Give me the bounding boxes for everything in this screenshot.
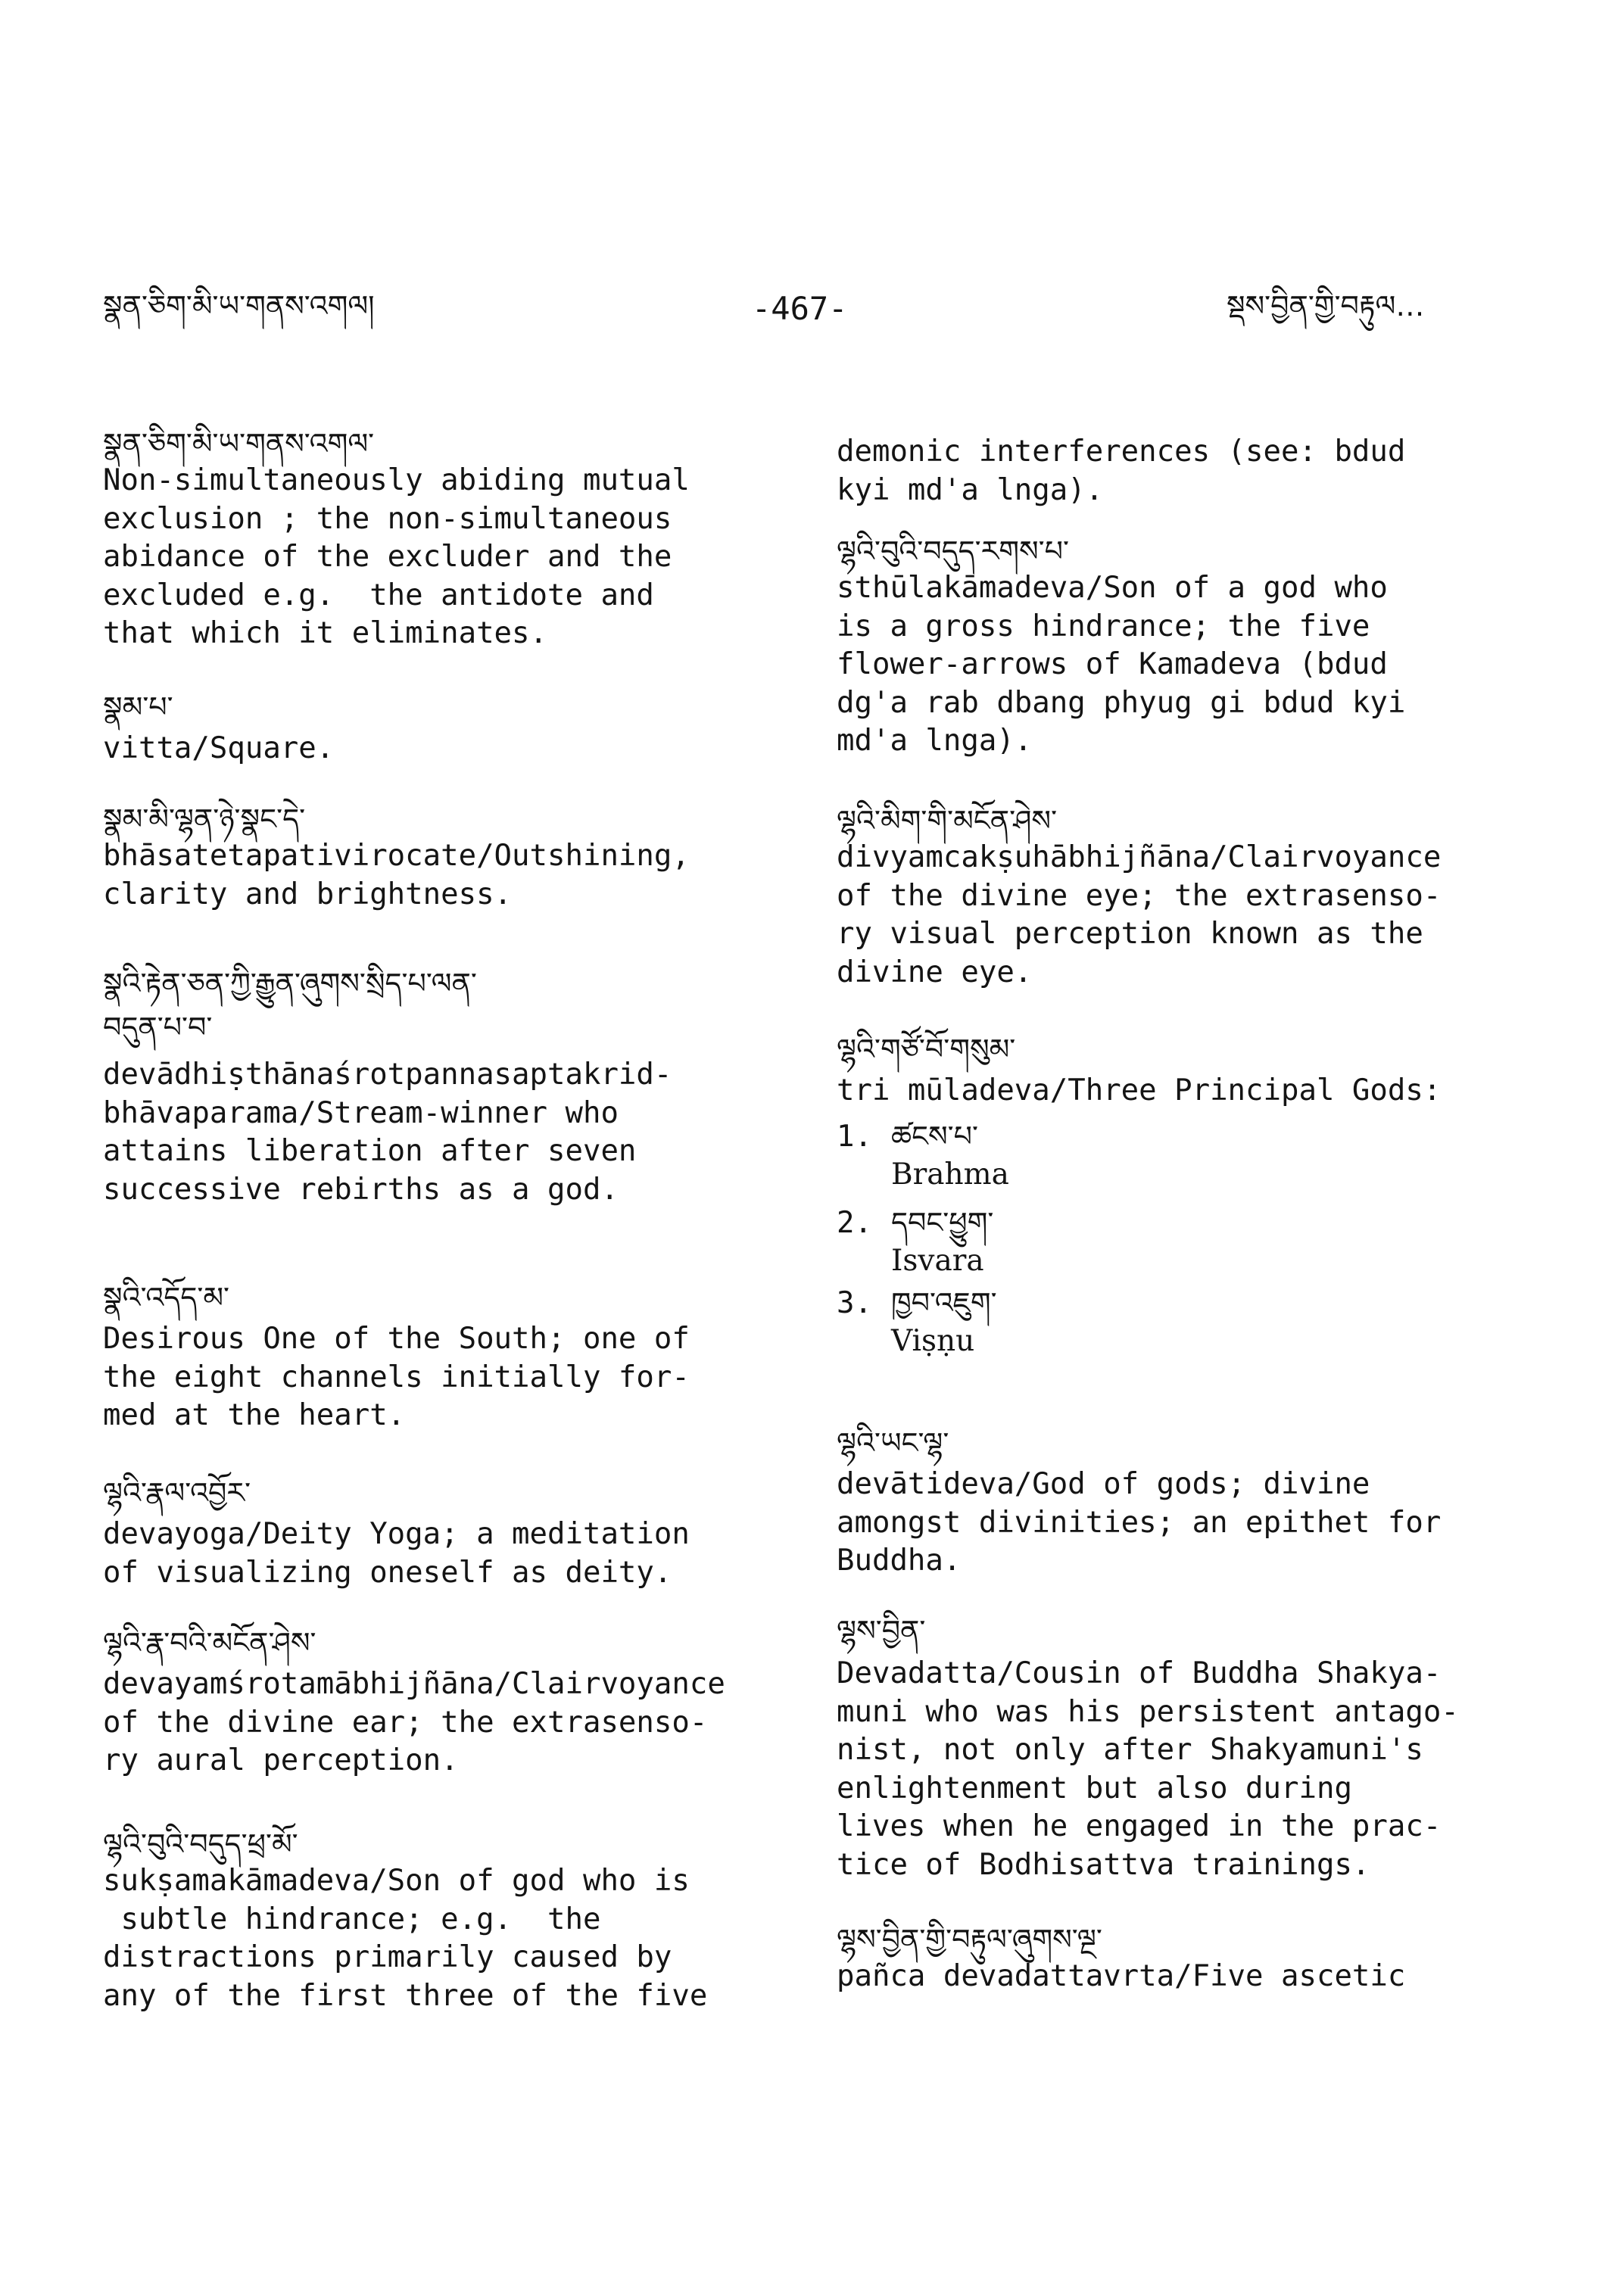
definition-line: bhāsatetapativirocate/Outshining,	[103, 839, 690, 873]
list-item-tibetan: ཁྱབ་འཇུག་	[891, 1285, 997, 1319]
entry-headword: སྣན་ཅིག་མི་ཡ་གནས་འགལ་	[103, 427, 375, 460]
header-right-title: སྡས་བྱིན་གྱི་བརྟུལ…	[1227, 289, 1425, 322]
definition-line: of the divine eye; the extrasenso-	[837, 878, 1442, 913]
list-item-number: 1.	[837, 1119, 872, 1154]
page-number: -467-	[752, 290, 848, 327]
list-item-number: 3.	[837, 1285, 872, 1320]
entry-headword: ལྷས་བྱིན་གྱི་བརྟུལ་ཞུགས་ལྔ་	[837, 1923, 1102, 1956]
definition-line: distractions primarily caused by	[103, 1940, 672, 1974]
definition-line: divyamcakṣuhābhijñāna/Clairvoyance	[837, 840, 1442, 874]
entry-headword: ལྷའི་གཙོ་བོ་གསུམ་	[837, 1033, 1016, 1066]
entry-headword: སྣམ་མི་ལྷན་ཉེ་སྣང་དེ་	[103, 802, 306, 836]
definition-line: md'a lnga).	[837, 724, 1033, 758]
right-continuation	[837, 433, 1548, 509]
definition-line: demonic interferences (see: bdud	[837, 435, 1406, 469]
entry-headword: ལྷའི་རྣ་བའི་མངོན་ཤེས་	[103, 1626, 316, 1659]
right-entry-1	[837, 533, 1548, 761]
definition-line: amongst divinities; an epithet for	[837, 1505, 1442, 1540]
definition-line: pañca devadattavrta/Five ascetic	[837, 1959, 1406, 1993]
definition-line: sukṣamakāmadeva/Son of god who is	[103, 1864, 690, 1898]
definition-line: devādhiṣthānaśrotpannasaptakrid-	[103, 1058, 672, 1092]
definition-line: dg'a rab dbang phyug gi bdud kyi	[837, 685, 1406, 720]
definition-line: vitta/Square.	[103, 731, 335, 765]
right-entry-2	[837, 802, 1548, 992]
definition-line: sthūlakāmadeva/Son of a god who	[837, 571, 1388, 605]
definition-line: enlightenment but also during	[837, 1771, 1352, 1805]
list-item-tibetan: དབང་ཕྱུག་	[891, 1205, 994, 1239]
definition-line: muni who was his persistent antago-	[837, 1694, 1459, 1729]
definition-line: divine eye.	[837, 955, 1033, 989]
definition-line: abidance of the excluder and the	[103, 540, 672, 574]
definition-line: med at the heart.	[103, 1398, 406, 1432]
entry-headword: ལྷའི་བུའི་བདུད་རགས་པ་	[837, 534, 1070, 568]
definition-line: bhāvaparama/Stream-winner who	[103, 1095, 619, 1130]
definition-line: Non-simultaneously abiding mutual	[103, 463, 690, 497]
left-entry-6	[103, 1475, 807, 1592]
definition-line: Devadatta/Cousin of Buddha Shakya-	[837, 1656, 1442, 1690]
definition-line: clarity and brightness.	[103, 877, 513, 911]
list-item-tibetan: ཚངས་པ་	[891, 1119, 978, 1153]
definition-line: kyi md'a lnga).	[837, 472, 1104, 507]
definition-line: attains liberation after seven	[103, 1134, 637, 1168]
left-entry-8	[103, 1826, 807, 2015]
definition-line: successive rebirths as a god.	[103, 1172, 619, 1207]
definition-line: any of the first three of the five	[103, 1978, 708, 2013]
entry-headword: སྣའི་འདོད་མ་	[103, 1281, 230, 1314]
definition-line: is a gross hindrance; the five	[837, 609, 1370, 643]
left-entry-7	[103, 1625, 807, 1781]
definition-line: of visualizing oneself as deity.	[103, 1555, 672, 1590]
definition-line: ry aural perception.	[103, 1743, 459, 1777]
definition-line: subtle hindrance; e.g. the	[103, 1902, 601, 1936]
list-item-name: Brahma	[891, 1157, 1009, 1192]
definition-line: of the divine ear; the extrasenso-	[103, 1705, 708, 1740]
definition-line: flower-arrows of Kamadeva (bdud	[837, 647, 1388, 681]
right-entry-5	[837, 1612, 1548, 1884]
entry-headword: སྣའི་རྟེན་ཅན་ཀྱི་རྒྱུན་ཞུགས་སྲིད་པ་ལན་	[103, 967, 477, 1000]
entry-headword: ལྷའི་ཡང་ལྷ་	[837, 1426, 949, 1460]
definition-line: exclusion ; the non-simultaneous	[103, 501, 672, 536]
entry-headword: ལྷའི་མིག་གི་མངོན་ཤེས་	[837, 804, 1058, 837]
definition-line: nist, not only after Shakyamuni's	[837, 1733, 1423, 1767]
definition-line: Desirous One of the South; one of	[103, 1322, 690, 1356]
definition-line: that which it eliminates.	[103, 616, 547, 650]
definition-line: devayamśrotamābhijñāna/Clairvoyance	[103, 1667, 725, 1701]
definition-line: tice of Bodhisattva trainings.	[837, 1847, 1370, 1882]
entry-headword: ལྷའི་རྣལ་འབྱོར་	[103, 1476, 251, 1509]
definition-line: devayoga/Deity Yoga; a meditation	[103, 1517, 690, 1551]
entry-headword: སྣམ་པ་	[103, 690, 173, 724]
definition-line: devātideva/God of gods; divine	[837, 1467, 1370, 1501]
list-item	[837, 1118, 1548, 1194]
right-entry-4	[837, 1425, 1548, 1581]
left-entry-4	[103, 965, 807, 1209]
definition-line: the eight channels initially for-	[103, 1360, 690, 1394]
definition-line: lives when he engaged in the prac-	[837, 1809, 1442, 1843]
right-entry-3	[837, 1031, 1548, 1360]
list-item	[837, 1285, 1548, 1360]
list-item	[837, 1204, 1548, 1280]
left-entry-5	[103, 1279, 807, 1435]
gods-list	[837, 1118, 1548, 1360]
left-entry-1	[103, 425, 807, 653]
entry-headword-cont: བདུན་པ་བ་	[103, 1011, 213, 1044]
definition-line: tri mūladeva/Three Principal Gods:	[837, 1073, 1442, 1108]
left-entry-3	[103, 801, 807, 914]
header-left-title: སྣན་ཅིག་མི་ཡ་གནས་འགལ།	[103, 289, 375, 322]
definition-line: ry visual perception known as the	[837, 917, 1423, 951]
definition-line: excluded e.g. the antidote and	[103, 578, 654, 612]
list-item-name: Isvara	[891, 1243, 984, 1278]
left-entry-2	[103, 689, 807, 768]
list-item-number: 2.	[837, 1205, 872, 1240]
definition-line: Buddha.	[837, 1544, 962, 1578]
right-entry-6	[837, 1921, 1548, 1996]
entry-headword: ལྷའི་བུའི་བདུད་ཕྲ་མོ་	[103, 1827, 298, 1861]
list-item-name: Viṣṇu	[891, 1323, 975, 1358]
entry-headword: ལྷས་བྱིན་	[837, 1614, 926, 1647]
